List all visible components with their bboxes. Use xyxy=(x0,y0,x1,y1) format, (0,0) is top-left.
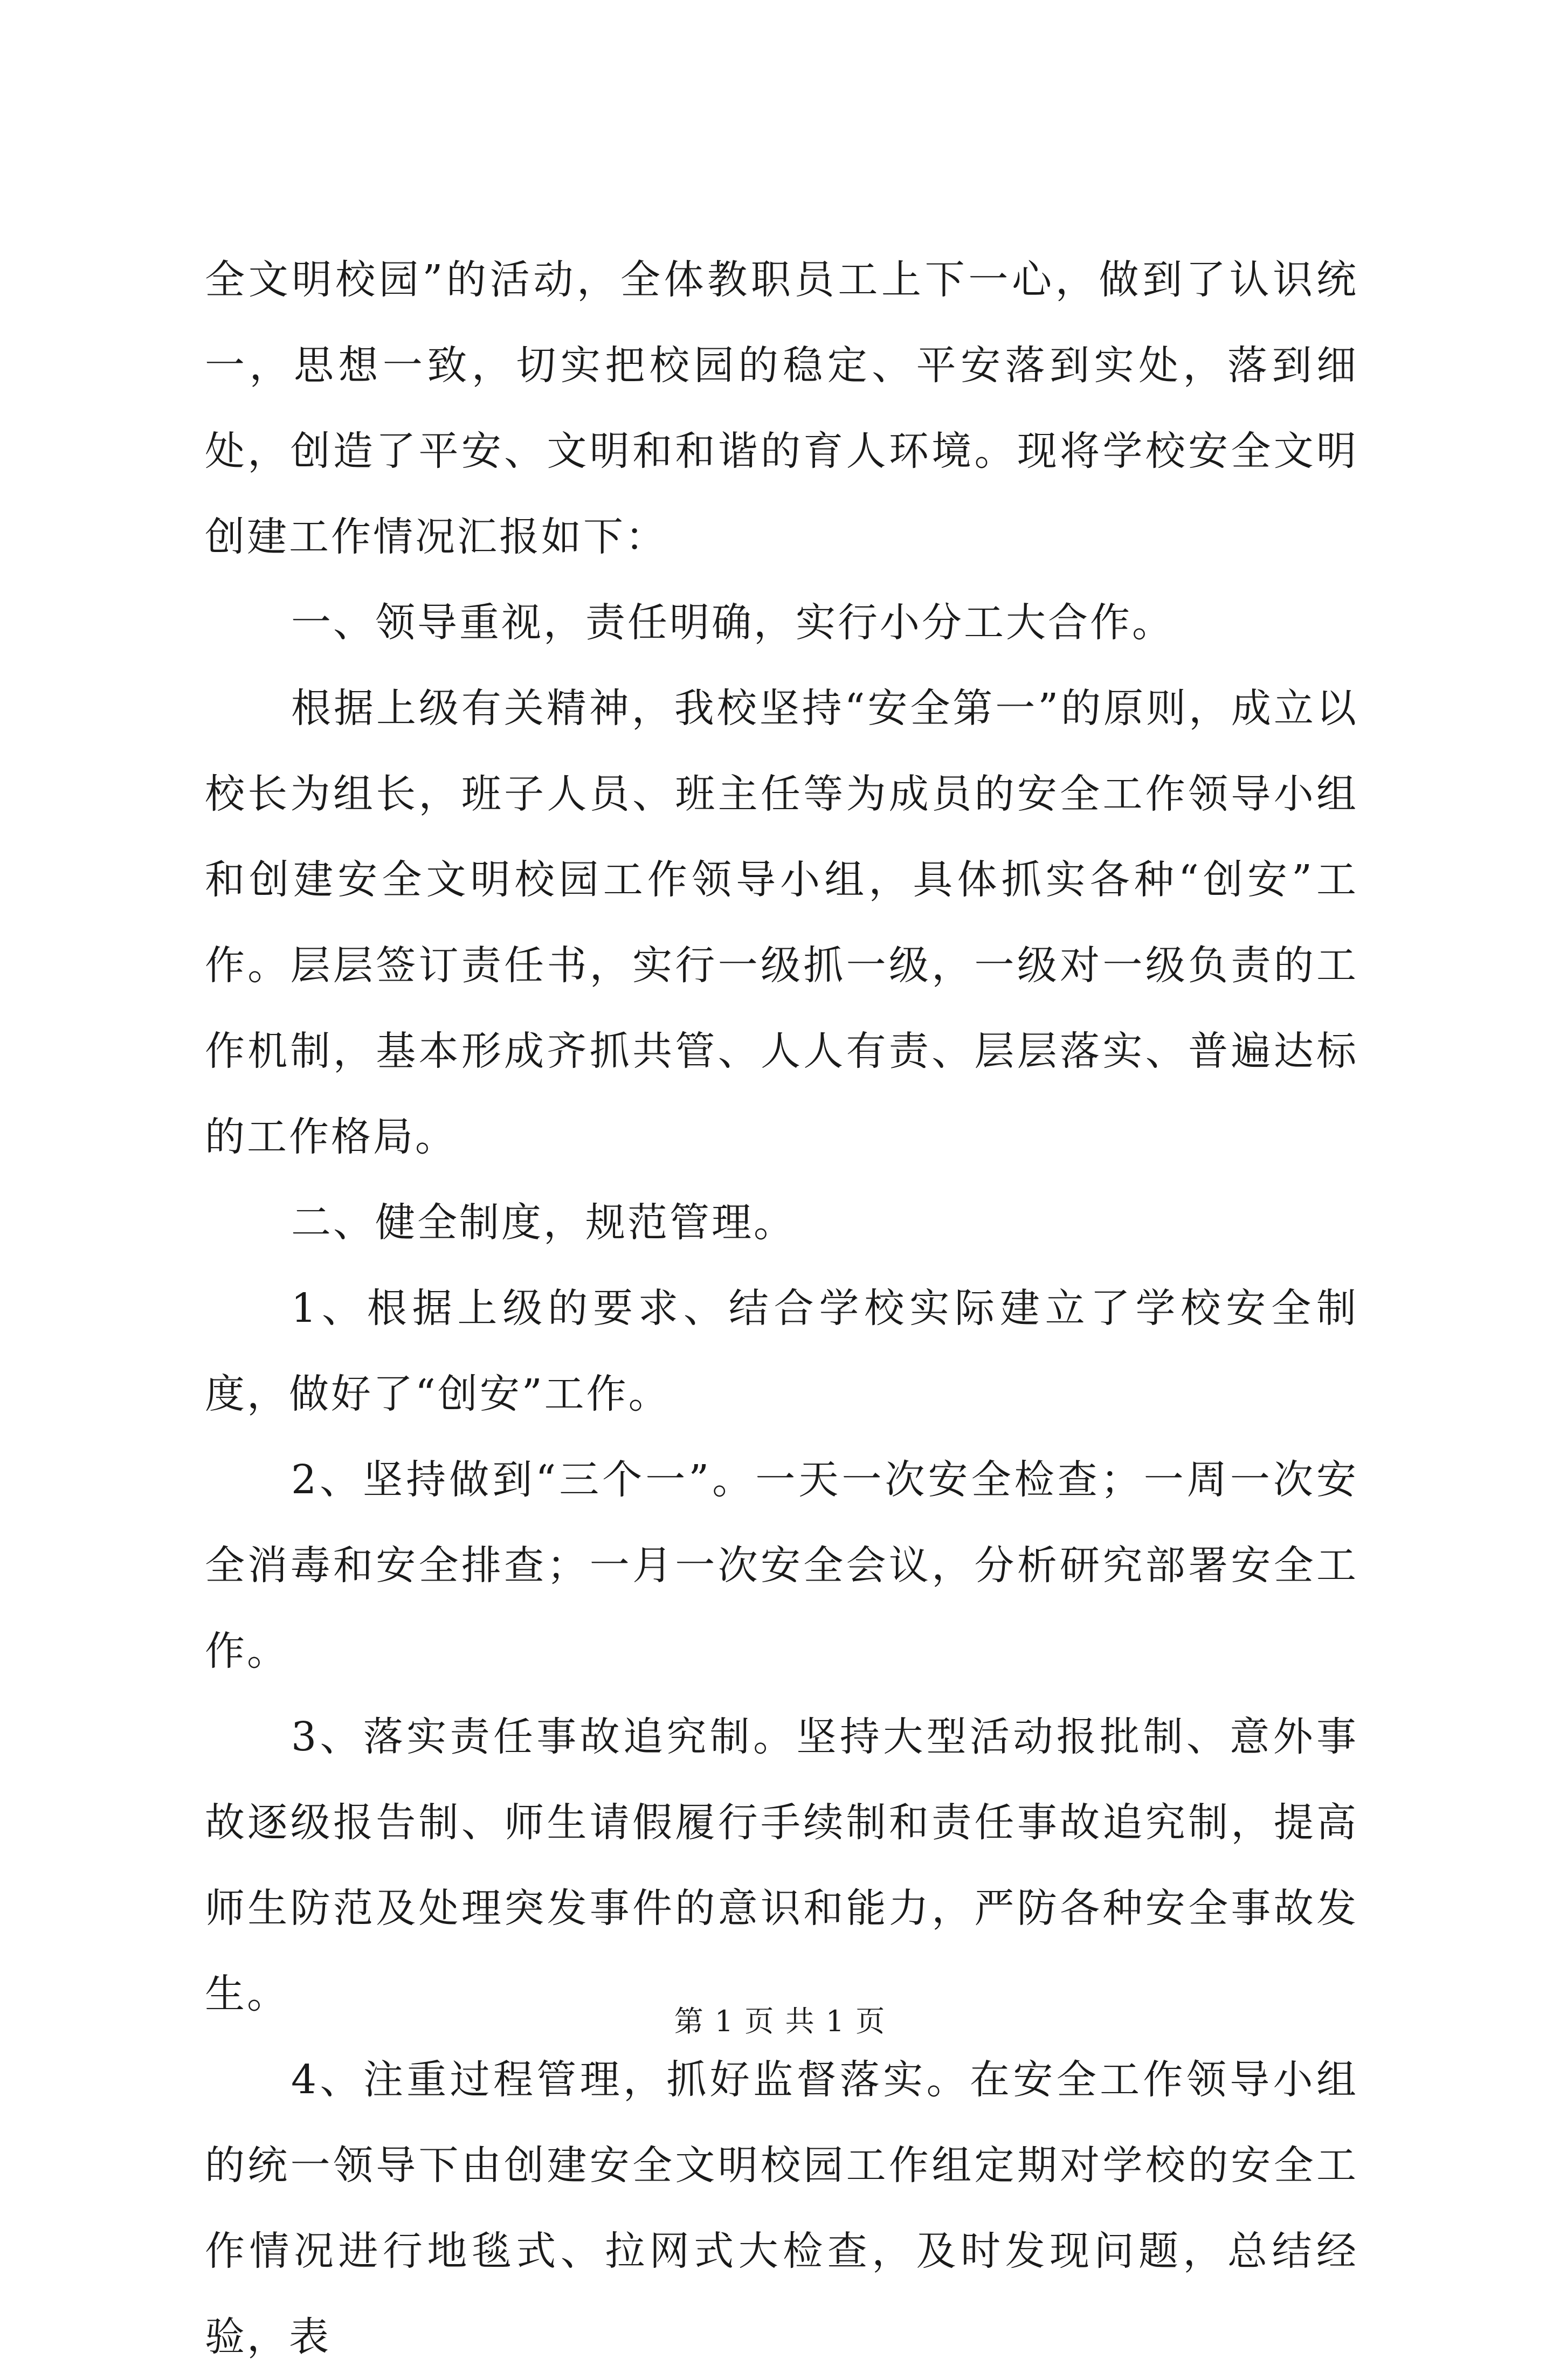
heading-section-1: 一、领导重视，责任明确，实行小分工大合作。 xyxy=(291,599,1174,646)
page-number-footer: 第 1 页 共 1 页 xyxy=(674,2004,886,2038)
list-item-2: 2、坚持做到“三个一”。一天一次安全检查；一周一次安全消毒和安全排查；一月一次安全会议，分析研究部署安全工作。 xyxy=(205,1457,1358,1674)
paragraph-continuation: 全文明校园”的活动，全体教职员工上下一心，做到了认识统一，思想一致，切实把校园的稳定、平安落到实处，落到细处，创造了平安、文明和和谐的育人环境。现将学校安全文明创建工作情况汇报如下： xyxy=(205,257,1358,560)
paragraph-section-1: 根据上级有关精神，我校坚持“安全第一”的原则，成立以校长为组长，班子人员、班主任等为成员的安全工作领导小组和创建安全文明校园工作领导小组，具体抓实各种“创安”工作。层层签订责任书，实行一级抓一级，一级对一级负责的工作机制，基本形成齐抓共管、人人有责、层层落实、普遍达标的工作格局。 xyxy=(205,685,1358,1160)
list-item-1: 1、根据上级的要求、结合学校实际建立了学校安全制度，做好了“创安”工作。 xyxy=(205,1285,1358,1417)
list-item-3: 3、落实责任事故追究制。坚持大型活动报批制、意外事故逐级报告制、师生请假履行手续制和责任事故追究制，提高师生防范及处理突发事件的意识和能力，严防各种安全事故发生。 xyxy=(205,1714,1358,2017)
document-body xyxy=(205,237,1358,2380)
list-item-4: 4、注重过程管理，抓好监督落实。在安全工作领导小组的统一领导下由创建安全文明校园工作组定期对学校的安全工作情况进行地毯式、拉网式大检查，及时发现问题，总结经验，表 xyxy=(205,2057,1358,2360)
heading-section-2: 二、健全制度，规范管理。 xyxy=(291,1199,796,1246)
